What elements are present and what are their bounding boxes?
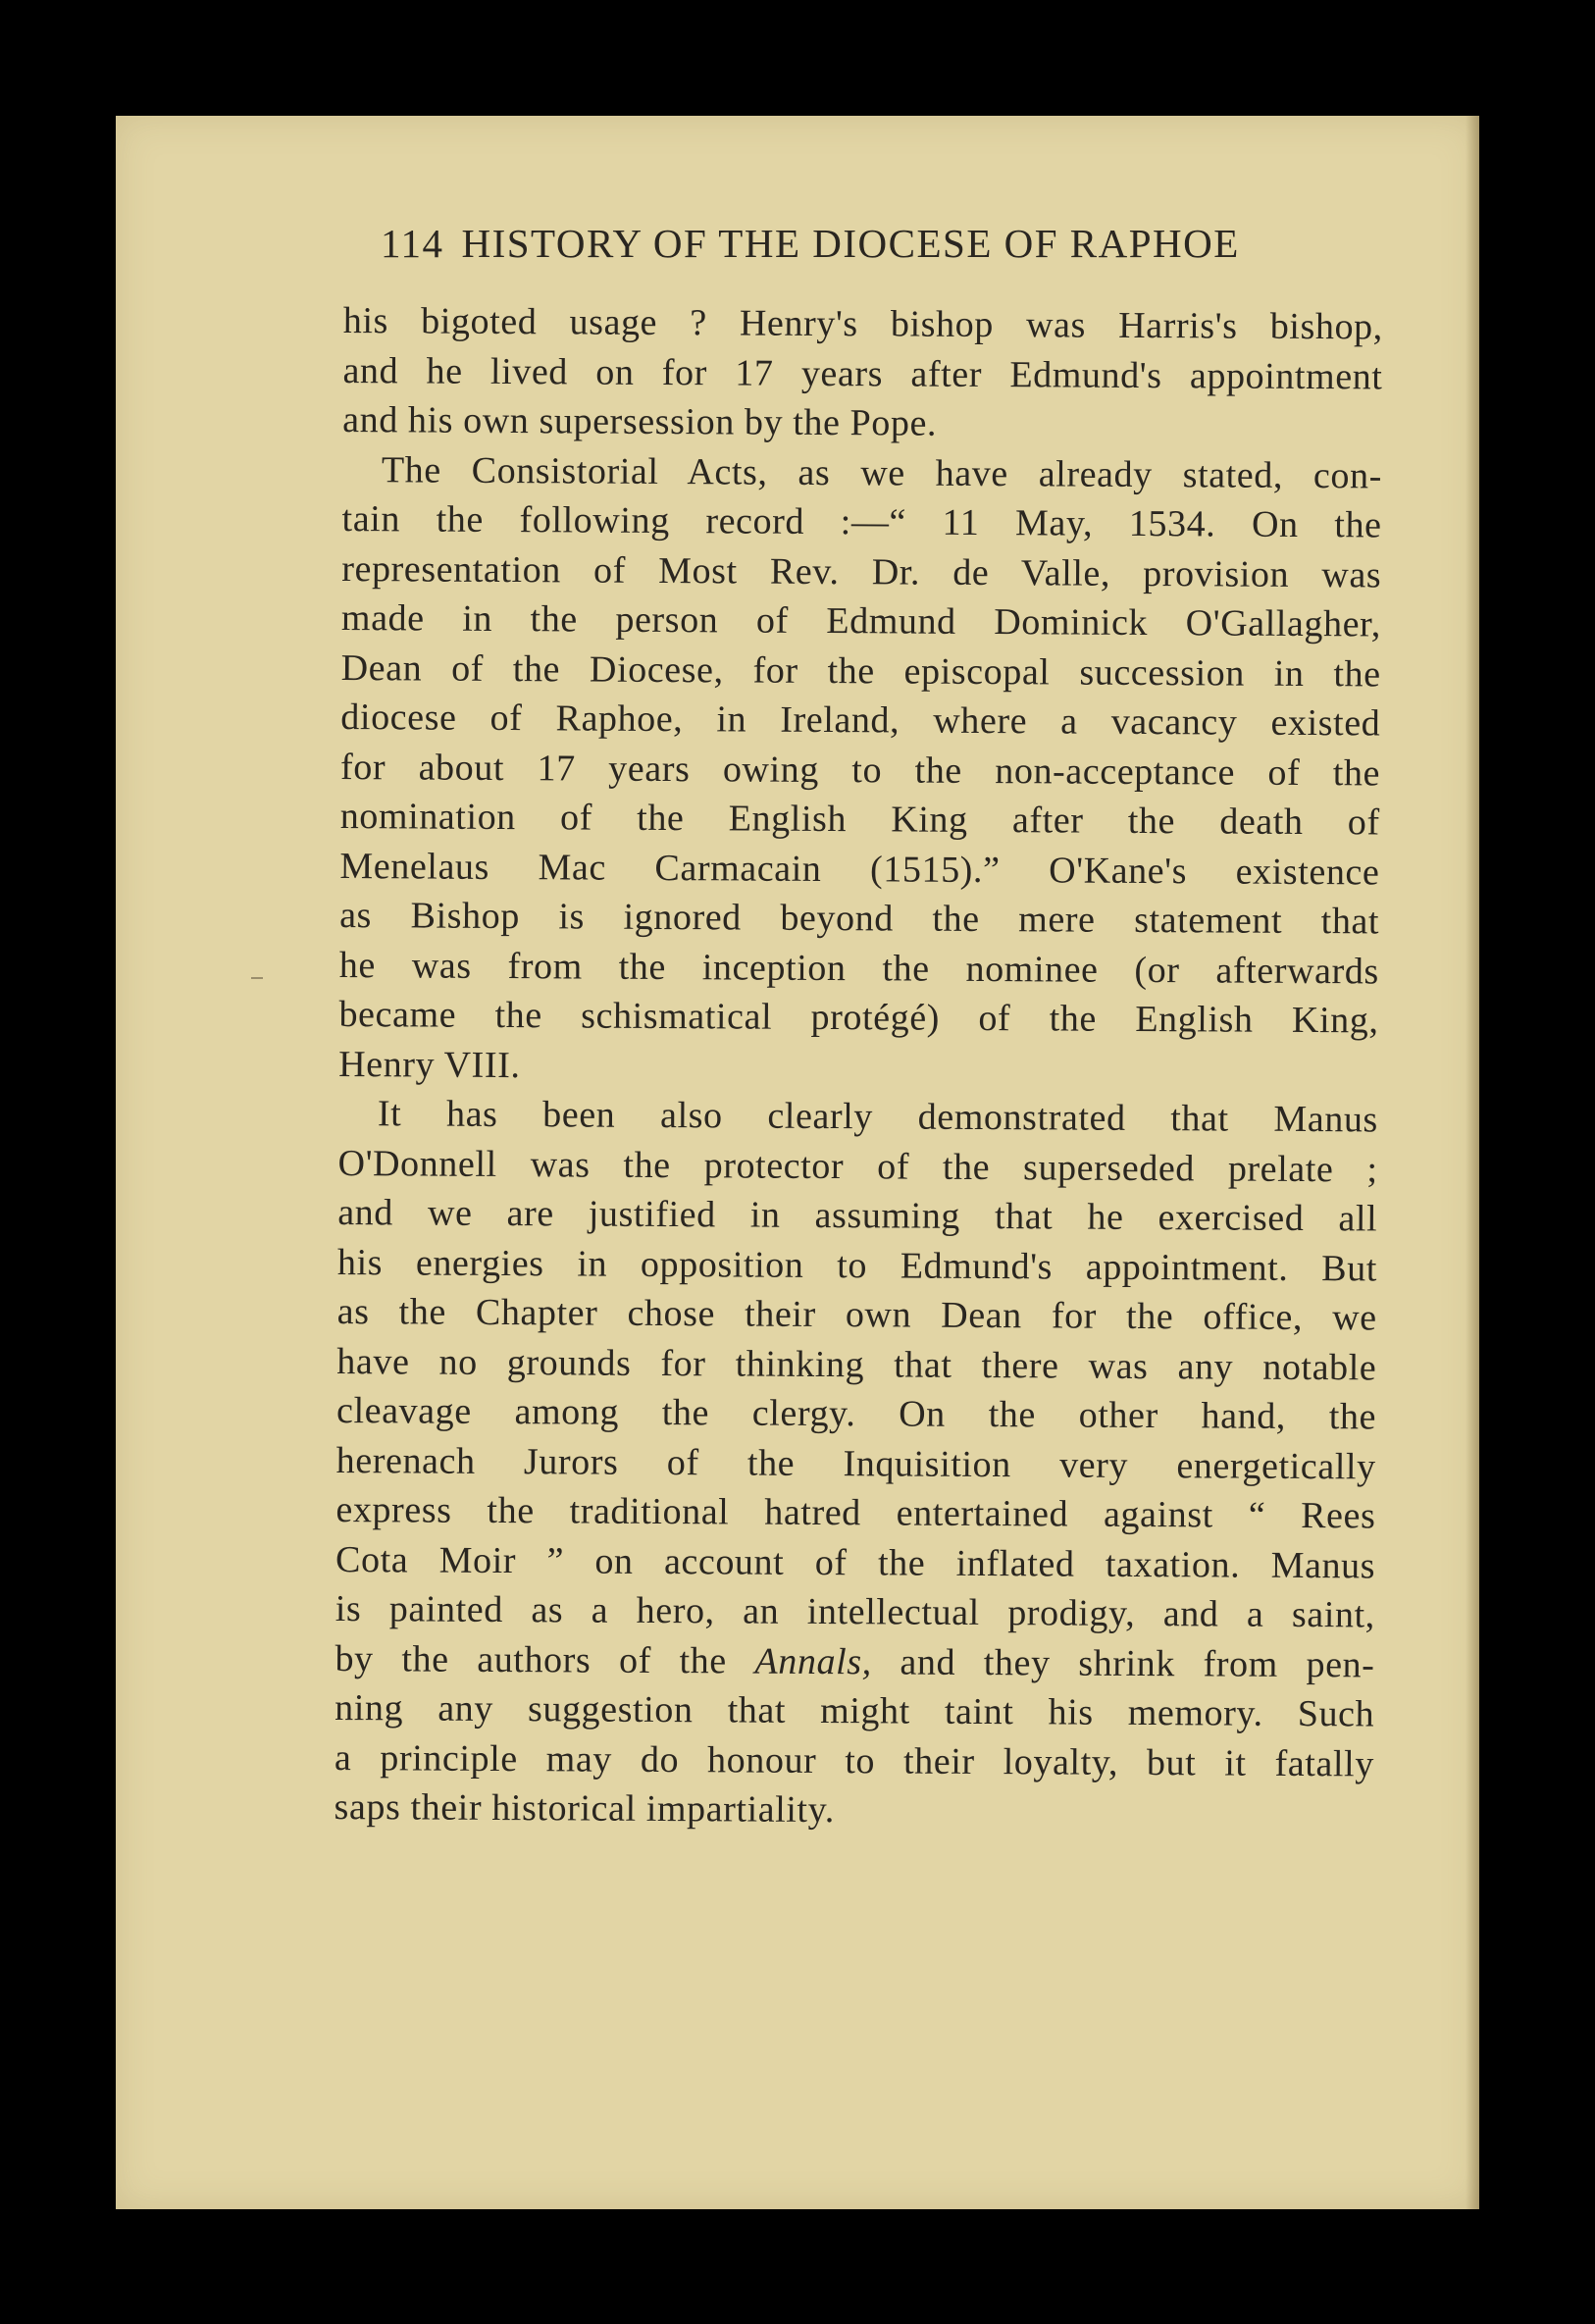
text-line: his energies in opposition to Edmund's appointment. But: [336, 1241, 1378, 1289]
text-line: Menelaus Mac Carmacain (1515).” O'Kane's existence: [339, 845, 1380, 893]
book-page: [116, 116, 1479, 2209]
text-line: as Bishop is ignored beyond the mere statement that: [339, 894, 1380, 943]
text-line: his bigoted usage ? Henry's bishop was Harris's bishop,: [342, 299, 1383, 348]
text-line: diocese of Raphoe, in Ireland, where a vacancy existed: [340, 696, 1381, 745]
text-line: Henry VIII.: [338, 1043, 521, 1086]
annals-before: by the authors of the: [334, 1637, 727, 1681]
running-head: [381, 220, 1469, 267]
text-line: and his own supersession by the Pope.: [342, 398, 938, 444]
text-line: O'Donnell was the protector of the superseded prelate ;: [337, 1142, 1378, 1190]
text-line: a principle may do honour to their loyalty, but it fatally: [334, 1736, 1375, 1784]
text-line: herenach Jurors of the Inquisition very energetically: [335, 1439, 1376, 1487]
text-line: tain the following record :—“ 11 May, 1534. On the: [341, 497, 1382, 546]
text-line: is painted as a hero, an intellectual prodigy, and a saint,: [334, 1587, 1375, 1636]
text-line: The Consistorial Acts, as we have already stated, con-: [381, 448, 1383, 496]
text-line: express the traditional hatred entertained against “ Rees: [335, 1488, 1376, 1537]
text-line: as the Chapter chose their own Dean for the office, we: [336, 1290, 1377, 1339]
text-line: representation of Most Rev. Dr. de Valle, provision was: [341, 547, 1382, 595]
annals-after: and they shrink from pen-: [900, 1640, 1375, 1685]
annals-italic: Annals,: [754, 1640, 872, 1682]
text-line: and we are justified in assuming that he exercised all: [337, 1191, 1378, 1240]
text-line: for about 17 years owing to the non-acceptance of the: [339, 746, 1381, 794]
text-line: Cota Moir ” on account of the inflated taxation. Manus: [335, 1538, 1376, 1586]
margin-mark: [251, 977, 263, 979]
text-line: It has been also clearly demonstrated that Manus: [377, 1093, 1379, 1141]
text-line: ning any suggestion that might taint his memory. Such: [334, 1686, 1375, 1735]
page-number: 114: [381, 221, 444, 266]
body-text: [334, 296, 1383, 1838]
text-line: nomination of the English King after the death of: [339, 795, 1380, 844]
text-line: have no grounds for thinking that there was any notable: [336, 1340, 1377, 1388]
text-line: made in the person of Edmund Dominick O'Gallagher,: [340, 596, 1382, 646]
text-line-annals: [334, 1633, 1374, 1689]
text-line: Dean of the Diocese, for the episcopal succession in the: [340, 646, 1381, 695]
page-edge-shadow: [1466, 116, 1479, 2209]
book-title: HISTORY OF THE DIOCESE OF RAPHOE: [461, 221, 1240, 266]
text-line: became the schismatical protégé) of the English King,: [338, 993, 1379, 1042]
text-line: and he lived on for 17 years after Edmund's appointment: [342, 349, 1383, 397]
text-line: saps their historical impartiality.: [334, 1785, 836, 1832]
text-line: cleavage among the clergy. On the other hand, the: [335, 1389, 1377, 1438]
text-line: he was from the inception the nominee (or afterwards: [338, 944, 1379, 992]
